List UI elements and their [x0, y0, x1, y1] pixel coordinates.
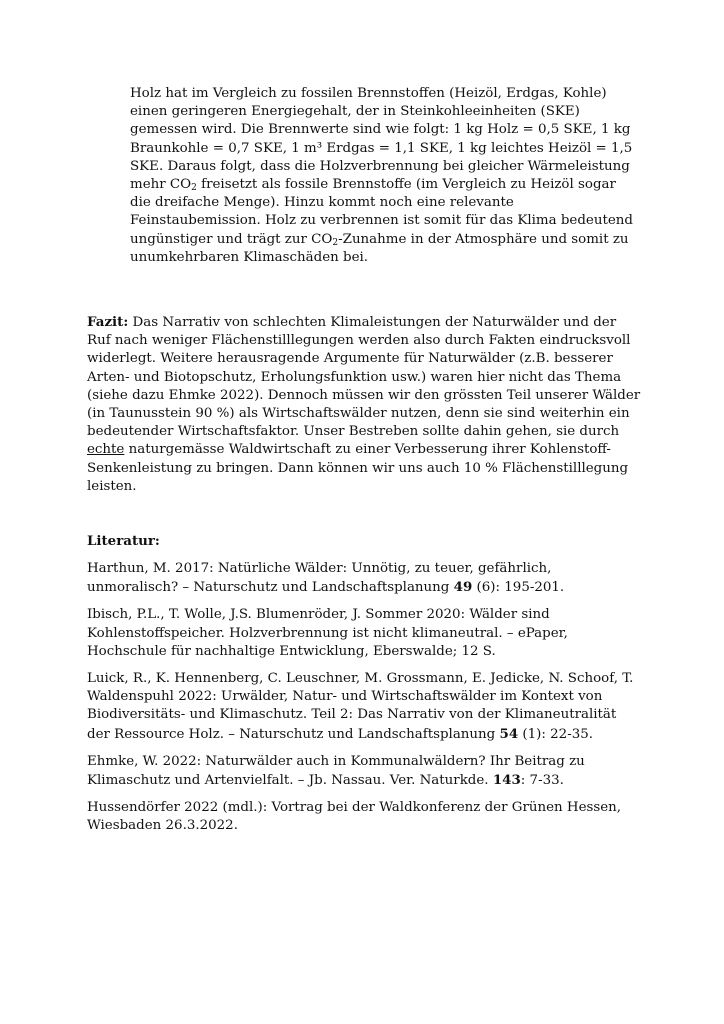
fazit-text-1: Das Narrativ von schlechten Klimaleistungen der Naturwälder und der Ruf nach weniger Flächenstilllegungen werden also durch Fakten eindrucksvoll widerlegt. Weitere herausragende Argumente für Naturwälder (z.B. besserer Arten- und Biotopschutz, Erholungsfunktion usw.) waren hier nicht das Thema (siehe dazu Ehmke 2022). Dennoch müssen wir den grössten Teil unserer Wälder (in Taunusstein 90 %) als Wirtschaftswälder nutzen, denn sie sind weiterhin ein bedeutender Wirtschaftsfaktor. Unser Bestreben sollte dahin gehen, sie durch — [87, 315, 641, 440]
reference-item — [87, 560, 643, 597]
reference-item — [87, 606, 643, 661]
reference-text: Luick, R., K. Hennenberg, C. Leuschner, M. Grossmann, E. Jedicke, N. Schoof, T. Waldenspuhl 2022: Urwälder, Natur- und Wirtschaftswälder im Kontext von Biodiversitäts- und Klimaschutz. Teil 2: Das Narrativ von der Klimaneutralität der Ressource Holz. – Naturschutz und Landschaftsplanung — [87, 671, 634, 742]
fazit-label: Fazit: — [87, 314, 129, 330]
reference-volume: 143 — [492, 772, 521, 789]
reference-pages: (1): 22-35. — [518, 726, 594, 742]
reference-text: Harthun, M. 2017: Natürliche Wälder: Unnötig, zu teuer, gefährlich, unmoralisch? – Naturschutz und Landschaftsplanung — [87, 561, 552, 596]
paragraph-text-2: freisetzt als fossile Brennstoffe (im Vergleich zu Heizöl sogar die dreifache Menge). Hinzu kommt noch eine relevante Feinstaubemission. Holz zu verbrennen ist somit für das Klima bedeutend ungünstiger und trägt zur CO — [130, 177, 633, 247]
fazit-text-2: naturgemässe Waldwirtschaft zu einer Verbesserung ihrer Kohlenstoff-Senkenleistung zu bringen. Dann können wir uns auch 10 % Flächenstilllegung leisten. — [87, 442, 629, 494]
reference-item — [87, 670, 643, 744]
literatur-heading: Literatur: — [87, 533, 160, 549]
reference-text: Ehmke, W. 2022: Naturwälder auch in Kommunalwäldern? Ihr Beitrag zu Klimaschutz und Artenvielfalt. – Jb. Nassau. Ver. Naturkde. — [87, 753, 585, 789]
reference-item — [87, 753, 643, 790]
co2-subscript-2: 2 — [332, 237, 339, 248]
indented-paragraph — [130, 85, 640, 267]
reference-list — [87, 560, 643, 845]
fazit-underlined-word: echte — [87, 442, 125, 458]
reference-pages: (6): 195-201. — [472, 580, 565, 596]
co2-subscript-1: 2 — [191, 183, 197, 194]
paragraph-text-1: Holz hat im Vergleich zu fossilen Brennstoffen (Heizöl, Erdgas, Kohle) einen geringeren Energiegehalt, der in Steinkohleeinheiten (SKE) gemessen wird. Die Brennwerte sind wie folgt: 1 kg Holz = 0,5 SKE, 1 kg Braunkohle = 0,7 SKE, 1 m³ Erdgas = 1,1 SKE, 1 kg leichtes Heizöl = 1,5 SKE. Daraus folgt, dass die Holzverbrennung bei gleicher Wärmeleistung mehr CO — [130, 86, 633, 193]
fazit-paragraph — [87, 313, 643, 496]
reference-text: Hussendörfer 2022 (mdl.): Vortrag bei der Waldkonferenz der Grünen Hessen, Wiesbaden 26.3.2022. — [87, 800, 622, 834]
reference-pages: : 7-33. — [520, 773, 564, 789]
reference-text: Ibisch, P.L., T. Wolle, J.S. Blumenröder, J. Sommer 2020: Wälder sind Kohlenstoffspeicher. Holzverbrennung ist nicht klimaneutral. – ePaper, Hochschule für nachhaltige Entwicklung, Eberswalde; 12 S. — [87, 607, 568, 659]
paragraph-text-3: -Zunahme in der Atmosphäre und somit zu unumkehrbaren Klimaschäden bei. — [130, 231, 629, 265]
reference-item — [87, 799, 643, 835]
reference-volume: 49 — [453, 579, 473, 596]
reference-volume: 54 — [499, 725, 519, 742]
